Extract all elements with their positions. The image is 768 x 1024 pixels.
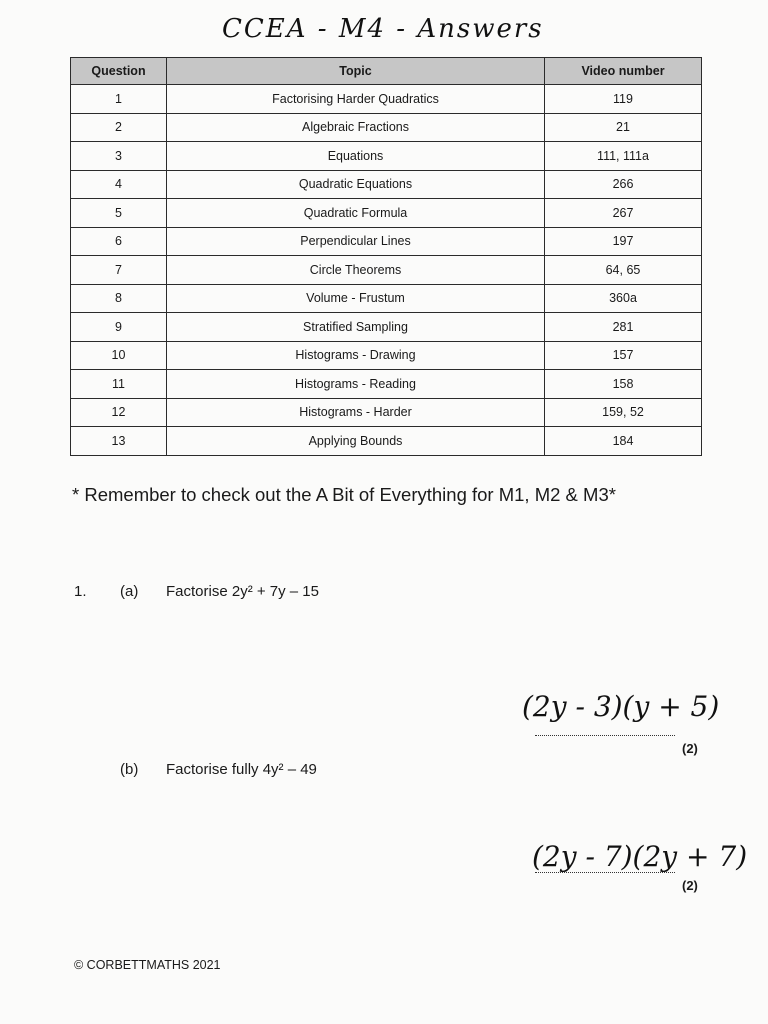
part-b-question: Factorise fully 4y² – 49 bbox=[166, 761, 317, 778]
part-a-answer-line bbox=[535, 735, 675, 736]
topic-cell: Quadratic Equations bbox=[167, 170, 545, 199]
topic-cell: Algebraic Fractions bbox=[167, 113, 545, 142]
part-b-label: (b) bbox=[120, 761, 139, 778]
question-cell: 7 bbox=[71, 256, 167, 285]
question-cell: 5 bbox=[71, 199, 167, 228]
table-row bbox=[71, 313, 702, 342]
topics-table bbox=[70, 57, 702, 456]
table-row bbox=[71, 113, 702, 142]
question-cell: 4 bbox=[71, 170, 167, 199]
table-header-row bbox=[71, 58, 702, 85]
video-number-cell: 197 bbox=[545, 227, 702, 256]
header-video-number: Video number bbox=[545, 58, 702, 85]
question-cell: 9 bbox=[71, 313, 167, 342]
part-a-answer: (2y - 3)(y + 5) bbox=[522, 690, 720, 723]
table-row bbox=[71, 227, 702, 256]
topic-cell: Volume - Frustum bbox=[167, 284, 545, 313]
question-cell: 2 bbox=[71, 113, 167, 142]
header-topic: Topic bbox=[167, 58, 545, 85]
question-cell: 3 bbox=[71, 142, 167, 171]
video-number-cell: 281 bbox=[545, 313, 702, 342]
table-row bbox=[71, 170, 702, 199]
part-a-question: Factorise 2y² + 7y – 15 bbox=[166, 583, 319, 600]
table-row bbox=[71, 85, 702, 114]
question-cell: 6 bbox=[71, 227, 167, 256]
reminder-note: * Remember to check out the A Bit of Everything for M1, M2 & M3* bbox=[72, 484, 616, 505]
handwritten-title: CCEA - M4 - Answers bbox=[222, 14, 544, 44]
question-cell: 10 bbox=[71, 341, 167, 370]
table-row bbox=[71, 398, 702, 427]
question-cell: 1 bbox=[71, 85, 167, 114]
table-row bbox=[71, 427, 702, 456]
video-number-cell: 267 bbox=[545, 199, 702, 228]
video-number-cell: 21 bbox=[545, 113, 702, 142]
question-cell: 11 bbox=[71, 370, 167, 399]
table-row bbox=[71, 199, 702, 228]
header-question: Question bbox=[71, 58, 167, 85]
video-number-cell: 266 bbox=[545, 170, 702, 199]
video-number-cell: 360a bbox=[545, 284, 702, 313]
question-cell: 13 bbox=[71, 427, 167, 456]
table-row bbox=[71, 256, 702, 285]
topic-cell: Equations bbox=[167, 142, 545, 171]
topic-cell: Quadratic Formula bbox=[167, 199, 545, 228]
topic-cell: Histograms - Drawing bbox=[167, 341, 545, 370]
topic-cell: Histograms - Reading bbox=[167, 370, 545, 399]
video-number-cell: 158 bbox=[545, 370, 702, 399]
part-b-answer-line bbox=[535, 872, 675, 873]
table-row bbox=[71, 142, 702, 171]
topic-cell: Circle Theorems bbox=[167, 256, 545, 285]
video-number-cell: 184 bbox=[545, 427, 702, 456]
part-b-answer: (2y - 7)(2y + 7) bbox=[532, 840, 748, 873]
question-number: 1. bbox=[74, 583, 87, 600]
table-row bbox=[71, 370, 702, 399]
video-number-cell: 64, 65 bbox=[545, 256, 702, 285]
part-a-marks: (2) bbox=[682, 741, 698, 756]
part-a-label: (a) bbox=[120, 583, 139, 600]
topic-cell: Stratified Sampling bbox=[167, 313, 545, 342]
part-b-marks: (2) bbox=[682, 878, 698, 893]
table-row bbox=[71, 284, 702, 313]
topic-cell: Factorising Harder Quadratics bbox=[167, 85, 545, 114]
video-number-cell: 111, 111a bbox=[545, 142, 702, 171]
table-row bbox=[71, 341, 702, 370]
video-number-cell: 157 bbox=[545, 341, 702, 370]
question-cell: 8 bbox=[71, 284, 167, 313]
copyright-footer: © CORBETTMATHS 2021 bbox=[74, 958, 221, 972]
question-cell: 12 bbox=[71, 398, 167, 427]
topic-cell: Histograms - Harder bbox=[167, 398, 545, 427]
topic-cell: Perpendicular Lines bbox=[167, 227, 545, 256]
topic-cell: Applying Bounds bbox=[167, 427, 545, 456]
video-number-cell: 159, 52 bbox=[545, 398, 702, 427]
video-number-cell: 119 bbox=[545, 85, 702, 114]
